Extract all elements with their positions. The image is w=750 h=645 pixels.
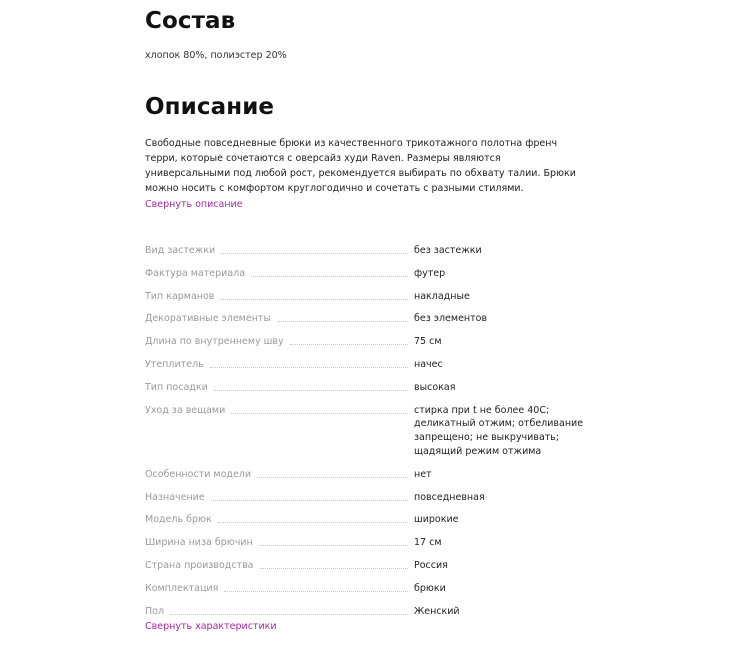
dotted-leader [220,298,408,300]
spec-key: Страна производства [145,559,254,571]
spec-row [145,358,585,372]
dotted-leader [251,275,408,277]
spec-key: Длина по внутреннему шву [145,336,284,348]
dotted-leader [257,476,408,478]
spec-row [145,605,585,619]
spec-key: Особенности модели [145,468,252,480]
spec-value: футер [414,267,446,279]
description-heading: Описание [145,94,275,120]
spec-value: Россия [414,559,448,571]
spec-value: нет [414,468,432,480]
spec-value: накладные [414,290,470,302]
dotted-leader [231,412,408,414]
dotted-leader [210,366,408,368]
spec-key: Назначение [145,491,205,503]
dotted-leader [259,544,408,546]
spec-key: Комплектация [145,582,219,594]
spec-value: Женский [414,605,460,617]
dotted-leader [224,590,408,592]
spec-value: без элементов [414,313,488,325]
composition-heading: Состав [145,8,236,34]
dotted-leader [290,343,408,345]
spec-value: 17 см [414,537,442,549]
spec-row [145,381,585,395]
spec-row [145,582,585,596]
spec-value: начес [414,358,443,370]
spec-row [145,244,585,258]
spec-value: высокая [414,381,456,393]
spec-row [145,513,585,527]
spec-key: Ширина низа брючин [145,537,253,549]
dotted-leader [277,320,408,322]
specs-list [145,244,585,627]
spec-row [145,468,585,482]
spec-row [145,267,585,281]
spec-value: широкие [414,514,459,526]
spec-value: брюки [414,582,446,594]
spec-key: Фактура материала [145,267,246,279]
spec-key: Декоративные элементы [145,313,271,325]
spec-value: стирка при t не более 40С; деликатный отжим; отбеливание запрещено; не выкручивать; щадящий режим отжима [414,404,584,457]
spec-key: Тип карманов [145,290,215,302]
dotted-leader [218,521,408,523]
dotted-leader [170,613,408,615]
spec-row [145,404,585,459]
spec-key: Тип посадки [145,381,208,393]
spec-key: Вид застежки [145,245,216,256]
spec-row [145,290,585,304]
spec-row [145,559,585,573]
spec-key: Уход за вещами [145,404,226,416]
spec-row [145,312,585,326]
collapse-description-link[interactable]: Свернуть описание [145,199,243,210]
spec-row [145,536,585,550]
spec-key: Утеплитель [145,358,204,370]
spec-row [145,335,585,349]
spec-value: без застежки [414,245,482,256]
spec-key: Модель брюк [145,514,212,526]
dotted-leader [221,252,408,254]
dotted-leader [211,499,408,501]
dotted-leader [260,567,408,569]
collapse-specs-link[interactable]: Свернуть характеристики [145,621,277,632]
composition-text: хлопок 80%, полиэстер 20% [145,50,287,61]
dotted-leader [214,389,408,391]
description-text: Свободные повседневные брюки из качественного трикотажного полотна френч терри, которые сочетаются с оверсайз худи Raven. Размеры являются универсальными под любой рост, рекомендуется выбирать по обхвату талии. Брюки можно носить с комфортом круглогодично и сочетать с разными стилями. [145,138,576,194]
spec-row [145,491,585,505]
spec-key: Пол [145,605,165,617]
spec-value: повседневная [414,491,485,503]
spec-value: 75 см [414,336,442,348]
